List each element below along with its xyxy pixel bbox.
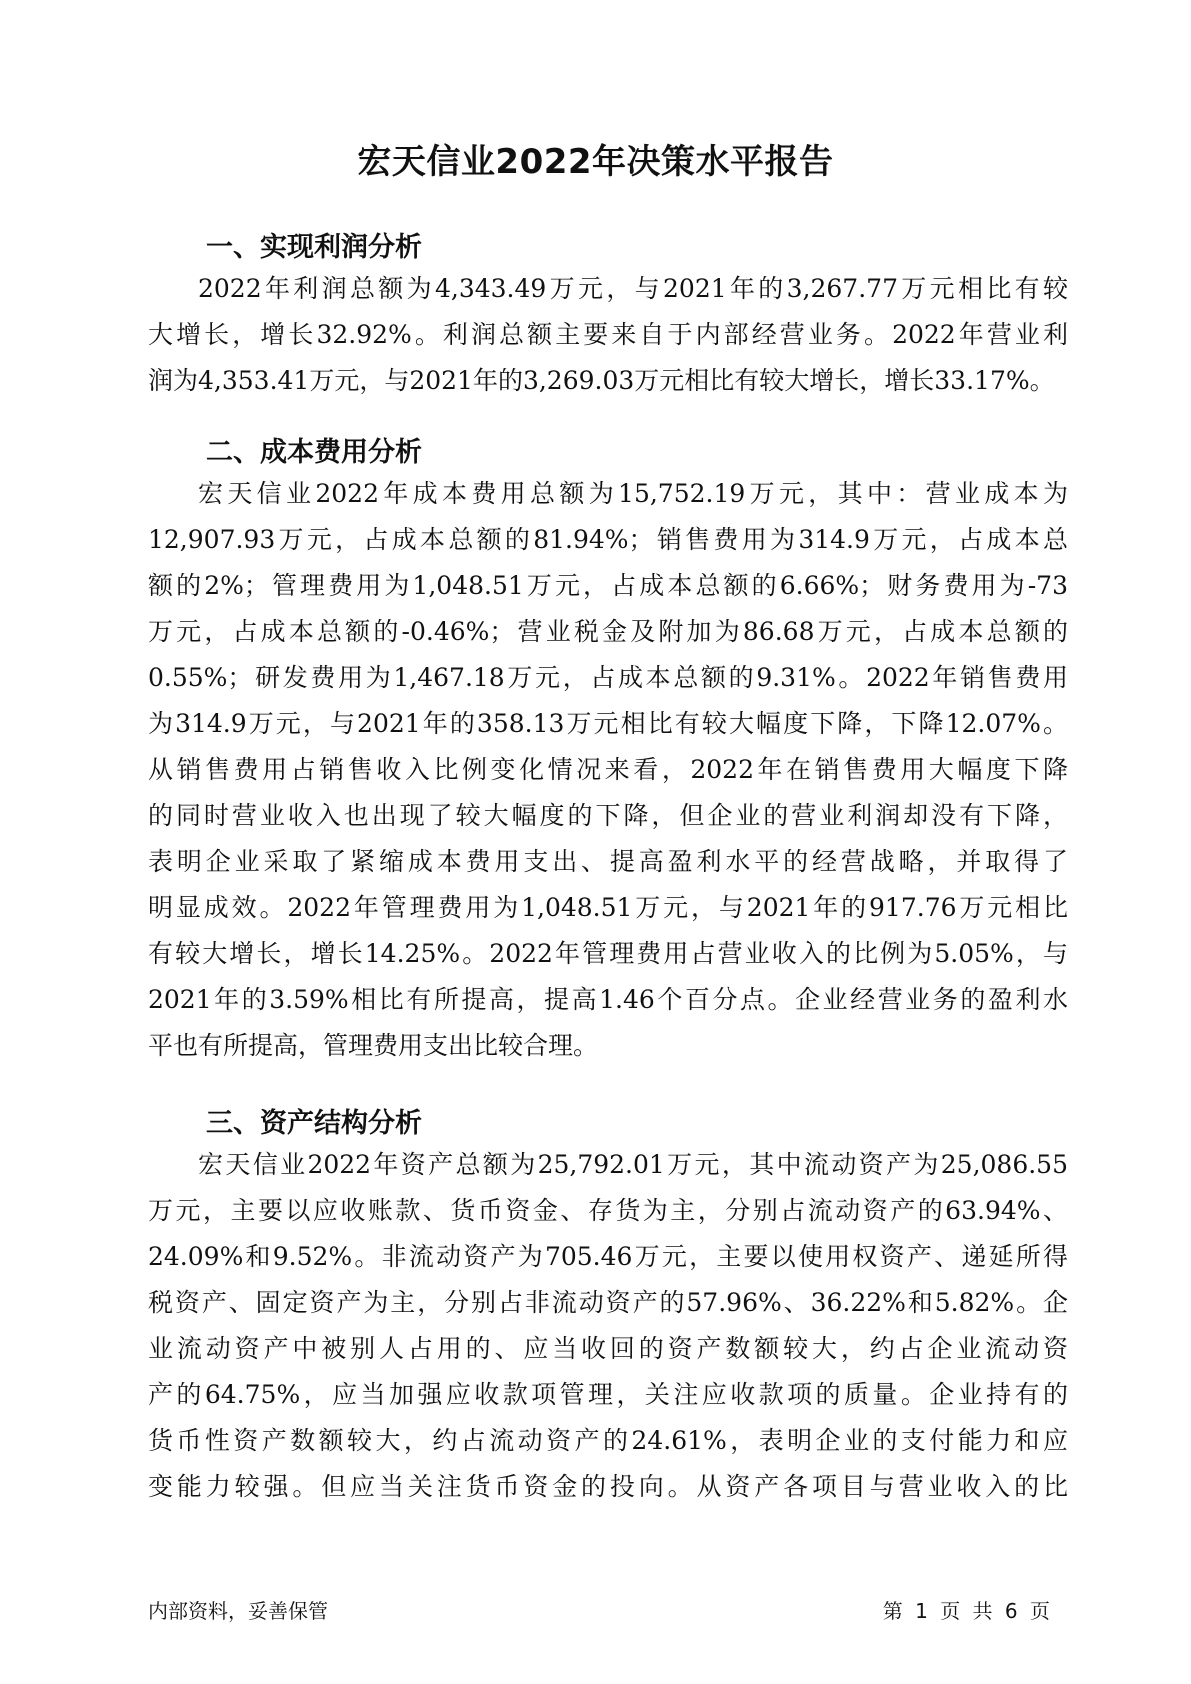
text-line: 0.55%；研发费用为1,467.18万元，占成本总额的9.31%。2022年销售费用 [148,663,1068,692]
section-body-cost [148,471,1068,1069]
section-heading-cost: 二、成本费用分析 [206,437,422,468]
text-line: 大增长，增长32.92%。利润总额主要来自于内部经营业务。2022年营业利 [148,320,1068,349]
text-line: 额的2%；管理费用为1,048.51万元，占成本总额的6.66%；财务费用为-73 [148,571,1068,600]
footer-page-number: 第 1 页 共 6 页 [882,1599,1050,1623]
text-line: 为314.9万元，与2021年的358.13万元相比有较大幅度下降，下降12.07%。 [148,709,1068,738]
section-heading-profit: 一、实现利润分析 [206,232,422,263]
text-line: 24.09%和9.52%。非流动资产为705.46万元，主要以使用权资产、递延所得 [148,1242,1068,1271]
footer-confidential-note: 内部资料，妥善保管 [148,1599,328,1623]
section-body-profit [148,266,1068,404]
text-line: 税资产、固定资产为主，分别占非流动资产的57.96%、36.22%和5.82%。企 [148,1288,1068,1317]
section-heading-assets: 三、资产结构分析 [206,1108,422,1139]
text-line: 明显成效。2022年管理费用为1,048.51万元，与2021年的917.76万元相比 [148,893,1068,922]
text-line: 2022年利润总额为4,343.49万元，与2021年的3,267.77万元相比有较 [198,274,1068,303]
text-line: 平也有所提高，管理费用支出比较合理。 [148,1031,599,1060]
text-line: 从销售费用占销售收入比例变化情况来看，2022年在销售费用大幅度下降 [148,755,1068,784]
page-title: 宏天信业2022年决策水平报告 [357,142,834,182]
text-line: 润为4,353.41万元，与2021年的3,269.03万元相比有较大增长，增长33.17%。 [148,366,1055,395]
text-line: 12,907.93万元，占成本总额的81.94%；销售费用为314.9万元，占成本总 [148,525,1068,554]
text-line: 万元，主要以应收账款、货币资金、存货为主，分别占流动资产的63.94%、 [148,1196,1068,1225]
text-line: 宏天信业2022年成本费用总额为15,752.19万元，其中：营业成本为 [198,479,1068,508]
section-body-assets [148,1142,1068,1510]
text-line: 表明企业采取了紧缩成本费用支出、提高盈利水平的经营战略，并取得了 [148,847,1068,876]
text-line: 2021年的3.59%相比有所提高，提高1.46个百分点。企业经营业务的盈利水 [148,985,1068,1014]
text-line: 万元，占成本总额的-0.46%；营业税金及附加为86.68万元，占成本总额的 [148,617,1068,646]
text-line: 的同时营业收入也出现了较大幅度的下降，但企业的营业利润却没有下降， [148,801,1068,830]
text-line: 变能力较强。但应当关注货币资金的投向。从资产各项目与营业收入的比 [148,1472,1068,1501]
text-line: 货币性资产数额较大，约占流动资产的24.61%，表明企业的支付能力和应 [148,1426,1068,1455]
text-line: 有较大增长，增长14.25%。2022年管理费用占营业收入的比例为5.05%，与 [148,939,1068,968]
text-line: 业流动资产中被别人占用的、应当收回的资产数额较大，约占企业流动资 [148,1334,1068,1363]
text-line: 宏天信业2022年资产总额为25,792.01万元，其中流动资产为25,086.55 [198,1150,1068,1179]
text-line: 产的64.75%，应当加强应收款项管理，关注应收款项的质量。企业持有的 [148,1380,1068,1409]
